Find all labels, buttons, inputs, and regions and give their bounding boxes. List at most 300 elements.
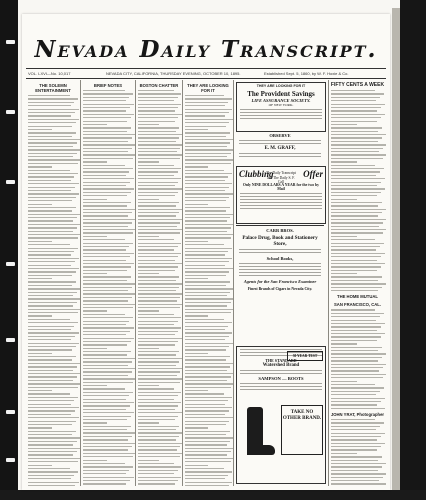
text-line <box>83 419 127 420</box>
text-line <box>138 185 175 186</box>
text-line <box>331 171 380 172</box>
text-line <box>28 187 75 188</box>
text-line <box>138 382 180 383</box>
text-line <box>28 298 81 299</box>
text-line <box>185 322 232 323</box>
text-line <box>138 171 178 172</box>
text-line <box>138 137 179 138</box>
text-line <box>28 339 71 340</box>
text-line <box>28 180 71 181</box>
carr-heading: CARR BROS. <box>266 228 294 233</box>
text-line <box>185 95 224 96</box>
binding-hole <box>6 262 15 266</box>
text-line <box>28 332 79 333</box>
text-line <box>185 315 208 316</box>
text-line <box>331 178 385 179</box>
ad-subtitle: LIFE ASSURANCE SOCIETY. <box>251 98 311 103</box>
text-line <box>185 485 229 486</box>
binding-hole <box>6 458 15 462</box>
text-line <box>185 136 226 137</box>
text-line <box>28 265 71 266</box>
text-line <box>185 305 227 306</box>
text-line <box>138 399 174 400</box>
text-line <box>83 297 132 298</box>
text-line <box>83 331 130 332</box>
text-line <box>331 260 377 261</box>
text-line <box>28 437 80 438</box>
text-line <box>83 371 132 372</box>
text-line <box>331 131 378 132</box>
text-line <box>185 356 230 357</box>
text-line <box>185 183 232 184</box>
text-line <box>185 159 234 160</box>
text-line <box>138 300 177 301</box>
text-line <box>28 461 78 462</box>
text-line <box>185 295 227 296</box>
text-line <box>331 243 384 244</box>
text-line <box>138 443 183 444</box>
text-line <box>28 248 78 249</box>
text-line <box>331 326 381 327</box>
text-line <box>185 200 226 201</box>
text-line <box>83 171 129 172</box>
text-line <box>138 293 183 294</box>
text-line <box>28 98 78 99</box>
text-line <box>83 219 136 220</box>
text-line <box>28 302 77 303</box>
text-line <box>138 226 177 227</box>
text-line <box>138 188 182 189</box>
text-line <box>185 387 231 388</box>
text-line <box>83 246 129 247</box>
text-line <box>138 453 183 454</box>
text-line <box>138 395 178 396</box>
text-line <box>331 104 385 105</box>
text-line <box>83 175 126 176</box>
text-line <box>331 287 382 288</box>
take-no-other-box: TAKE NO OTHER BRAND. <box>281 405 323 455</box>
text-line <box>138 253 181 254</box>
text-line <box>331 263 385 264</box>
text-line <box>83 453 136 454</box>
text-line <box>28 183 79 184</box>
text-line <box>83 127 131 128</box>
ad-subline: OF NEW YORK. <box>268 103 294 107</box>
text-line <box>83 222 132 223</box>
sampson-boots-ad <box>236 346 326 484</box>
text-line <box>138 246 178 247</box>
text-line <box>28 129 52 130</box>
observe-notice <box>236 133 324 163</box>
text-line <box>138 409 175 410</box>
text-line <box>331 466 382 467</box>
text-line <box>331 340 377 341</box>
text-line <box>28 156 73 157</box>
text-line <box>185 210 226 211</box>
text-line <box>28 210 72 211</box>
text-line <box>28 268 79 269</box>
text-line <box>28 421 76 422</box>
text-line <box>138 263 182 264</box>
text-line <box>28 407 79 408</box>
volume-number: VOL. LXVI—No. 10,017 <box>28 71 71 76</box>
text-line <box>83 253 134 254</box>
text-line <box>185 417 233 418</box>
text-line <box>331 323 385 324</box>
text-line <box>28 305 73 306</box>
text-line <box>28 326 74 327</box>
text-line <box>83 466 133 467</box>
text-line <box>138 256 178 257</box>
text-line <box>331 148 383 149</box>
text-line <box>185 122 229 123</box>
text-line <box>138 368 183 369</box>
text-line <box>28 204 52 205</box>
text-line <box>185 383 234 384</box>
text-line <box>331 391 380 392</box>
text-line <box>138 365 176 366</box>
text-line <box>138 144 183 145</box>
standard-heading: THE STANDARD <box>265 357 297 363</box>
text-line <box>331 394 376 395</box>
text-line <box>83 470 129 471</box>
text-line <box>28 417 79 418</box>
text-line <box>185 431 230 432</box>
text-line <box>83 134 135 135</box>
text-line <box>138 283 183 284</box>
text-line <box>185 214 234 215</box>
text-line <box>83 358 135 359</box>
text-line <box>83 165 125 166</box>
boot-foot <box>247 445 275 455</box>
text-line <box>331 456 382 457</box>
text-line <box>331 127 382 128</box>
text-line <box>138 378 183 379</box>
text-line <box>138 287 179 288</box>
text-line <box>331 377 383 378</box>
text-line <box>138 439 176 440</box>
text-line <box>83 348 107 349</box>
text-line <box>138 334 175 335</box>
text-line <box>185 166 208 167</box>
text-line <box>83 409 126 410</box>
text-line <box>83 402 134 403</box>
school-books: School Books, <box>266 255 294 261</box>
text-line <box>83 338 134 339</box>
text-line <box>185 478 225 479</box>
text-line <box>185 248 232 249</box>
text-line <box>28 197 76 198</box>
text-line <box>138 354 176 355</box>
ad-column <box>234 80 329 486</box>
text-line <box>28 149 81 150</box>
text-line <box>28 153 77 154</box>
text-line <box>331 381 357 382</box>
text-line <box>331 249 376 250</box>
text-line <box>138 212 179 213</box>
text-line <box>83 97 129 98</box>
text-column-6 <box>329 80 386 486</box>
text-line <box>331 121 377 122</box>
text-line <box>331 398 385 399</box>
text-line <box>185 153 231 154</box>
text-line <box>83 188 134 189</box>
text-line <box>185 234 234 235</box>
text-line <box>138 280 176 281</box>
text-line <box>331 192 381 193</box>
text-line <box>185 149 234 150</box>
text-line <box>83 283 135 284</box>
text-line <box>83 131 127 132</box>
text-line <box>185 475 228 476</box>
text-line <box>138 432 183 433</box>
text-line <box>331 124 357 125</box>
text-line <box>331 161 357 162</box>
text-line <box>83 243 133 244</box>
text-line <box>28 322 78 323</box>
text-line <box>83 148 132 149</box>
text-line <box>83 114 134 115</box>
text-line <box>138 243 181 244</box>
binding-hole <box>6 180 15 184</box>
text-line <box>28 349 72 350</box>
text-line <box>83 463 125 464</box>
text-line <box>331 330 377 331</box>
text-line <box>83 249 126 250</box>
text-line <box>331 453 357 454</box>
text-line <box>331 175 376 176</box>
text-line <box>28 244 70 245</box>
text-line <box>138 104 181 105</box>
text-line <box>28 441 77 442</box>
text-line <box>138 341 178 342</box>
text-line <box>185 339 225 340</box>
text-line <box>138 199 159 200</box>
text-line <box>138 307 180 308</box>
text-line <box>185 292 230 293</box>
text-line <box>331 290 378 291</box>
text-line <box>185 170 224 171</box>
text-line <box>83 405 130 406</box>
text-line <box>138 449 177 450</box>
text-line <box>185 343 233 344</box>
text-line <box>331 93 384 94</box>
text-line <box>138 416 178 417</box>
text-line <box>28 142 77 143</box>
text-line <box>28 404 71 405</box>
bottom-edge <box>0 490 426 500</box>
text-line <box>331 439 377 440</box>
text-line <box>331 419 375 420</box>
text-line <box>138 460 159 461</box>
text-line <box>138 158 180 159</box>
text-line <box>185 441 230 442</box>
text-line <box>331 353 386 354</box>
text-line <box>28 251 74 252</box>
text-line <box>138 121 175 122</box>
text-line <box>83 205 127 206</box>
san-francisco-line: SAN FRANCISCO, CAL. <box>334 302 381 308</box>
text-line <box>331 429 376 430</box>
text-line <box>28 424 72 425</box>
text-line <box>331 232 383 233</box>
text-line <box>28 231 73 232</box>
text-line <box>28 475 74 476</box>
text-line <box>83 361 132 362</box>
text-line <box>28 214 80 215</box>
text-line <box>83 239 125 240</box>
text-line <box>28 329 71 330</box>
text-line <box>185 180 225 181</box>
text-line <box>138 97 178 98</box>
text-line <box>28 281 76 282</box>
text-line <box>185 414 225 415</box>
text-column-4 <box>183 80 234 486</box>
text-line <box>83 365 128 366</box>
text-line <box>28 275 72 276</box>
text-line <box>331 110 377 111</box>
text-line <box>28 346 76 347</box>
text-line <box>83 100 126 101</box>
place-date: NEVADA CITY, CALIFORNIA, THURSDAY EVENING, OCTOBER 10, 1895. <box>106 71 241 76</box>
text-line <box>83 110 126 111</box>
text-line <box>138 405 178 406</box>
text-line <box>83 124 107 125</box>
clubbing-offer-ad <box>236 166 326 224</box>
text-line <box>28 353 52 354</box>
text-line <box>138 348 159 349</box>
text-line <box>28 458 81 459</box>
text-line <box>138 175 174 176</box>
text-line <box>185 126 226 127</box>
text-line <box>331 219 386 220</box>
text-line <box>331 433 385 434</box>
text-line <box>138 236 159 237</box>
text-line <box>138 100 174 101</box>
text-line <box>138 470 178 471</box>
text-line <box>331 182 381 183</box>
text-line <box>185 271 229 272</box>
text-line <box>83 317 133 318</box>
text-line <box>185 112 229 113</box>
text-line <box>138 314 174 315</box>
text-line <box>138 107 178 108</box>
text-line <box>185 332 232 333</box>
text-line <box>331 443 385 444</box>
text-line <box>138 392 181 393</box>
text-line <box>28 258 79 259</box>
text-line <box>185 434 226 435</box>
home-mutual-heading: THE HOME MUTUAL <box>337 294 378 300</box>
text-line <box>83 341 131 342</box>
text-line <box>185 146 227 147</box>
text-line <box>331 246 380 247</box>
text-line <box>83 202 131 203</box>
text-line <box>28 427 52 428</box>
text-line <box>28 115 71 116</box>
text-line <box>138 429 176 430</box>
text-line <box>138 273 159 274</box>
text-line <box>28 136 72 137</box>
text-line <box>138 270 175 271</box>
text-line <box>83 192 131 193</box>
text-line <box>138 473 174 474</box>
text-line <box>185 427 208 428</box>
text-line <box>83 368 136 369</box>
text-line <box>138 331 178 332</box>
text-line <box>185 258 232 259</box>
text-line <box>83 266 131 267</box>
text-line <box>185 224 234 225</box>
column-heading: BOSTON CHATTER <box>139 83 179 88</box>
text-line <box>331 165 375 166</box>
text-line <box>331 215 378 216</box>
text-line <box>331 408 385 409</box>
text-line <box>28 465 52 466</box>
text-line <box>331 384 375 385</box>
text-line <box>185 471 232 472</box>
text-line <box>331 107 381 108</box>
text-line <box>331 276 382 277</box>
text-line <box>138 361 179 362</box>
clubbing-word: Clubbing <box>239 169 274 179</box>
text-line <box>28 285 72 286</box>
text-line <box>138 422 159 423</box>
text-line <box>83 137 132 138</box>
text-line <box>138 483 175 484</box>
text-line <box>185 390 208 391</box>
text-line <box>185 397 232 398</box>
text-line <box>331 222 383 223</box>
text-line <box>331 343 357 344</box>
text-line <box>185 139 234 140</box>
text-line <box>83 324 126 325</box>
text-line <box>185 302 231 303</box>
text-line <box>185 312 231 313</box>
text-line <box>185 444 227 445</box>
text-line <box>83 446 132 447</box>
text-line <box>331 188 385 189</box>
text-line <box>331 144 386 145</box>
text-line <box>331 229 386 230</box>
text-line <box>138 304 183 305</box>
text-line <box>28 261 75 262</box>
newspaper-page <box>22 14 390 490</box>
text-line <box>83 154 136 155</box>
text-line <box>331 114 385 115</box>
carr-bros-ad <box>236 225 324 344</box>
text-line <box>185 251 228 252</box>
text-line <box>331 480 379 481</box>
text-line <box>138 480 178 481</box>
text-line <box>331 404 377 405</box>
text-line <box>28 119 79 120</box>
text-line <box>83 185 126 186</box>
text-line <box>331 205 378 206</box>
text-line <box>83 104 134 105</box>
text-line <box>138 388 174 389</box>
text-line <box>185 363 234 364</box>
text-line <box>138 205 176 206</box>
text-line <box>331 134 386 135</box>
text-line <box>185 454 227 455</box>
text-line <box>138 412 182 413</box>
text-line <box>185 231 227 232</box>
text-line <box>83 232 133 233</box>
text-line <box>28 336 75 337</box>
binding-strip <box>0 0 18 500</box>
text-line <box>83 354 127 355</box>
